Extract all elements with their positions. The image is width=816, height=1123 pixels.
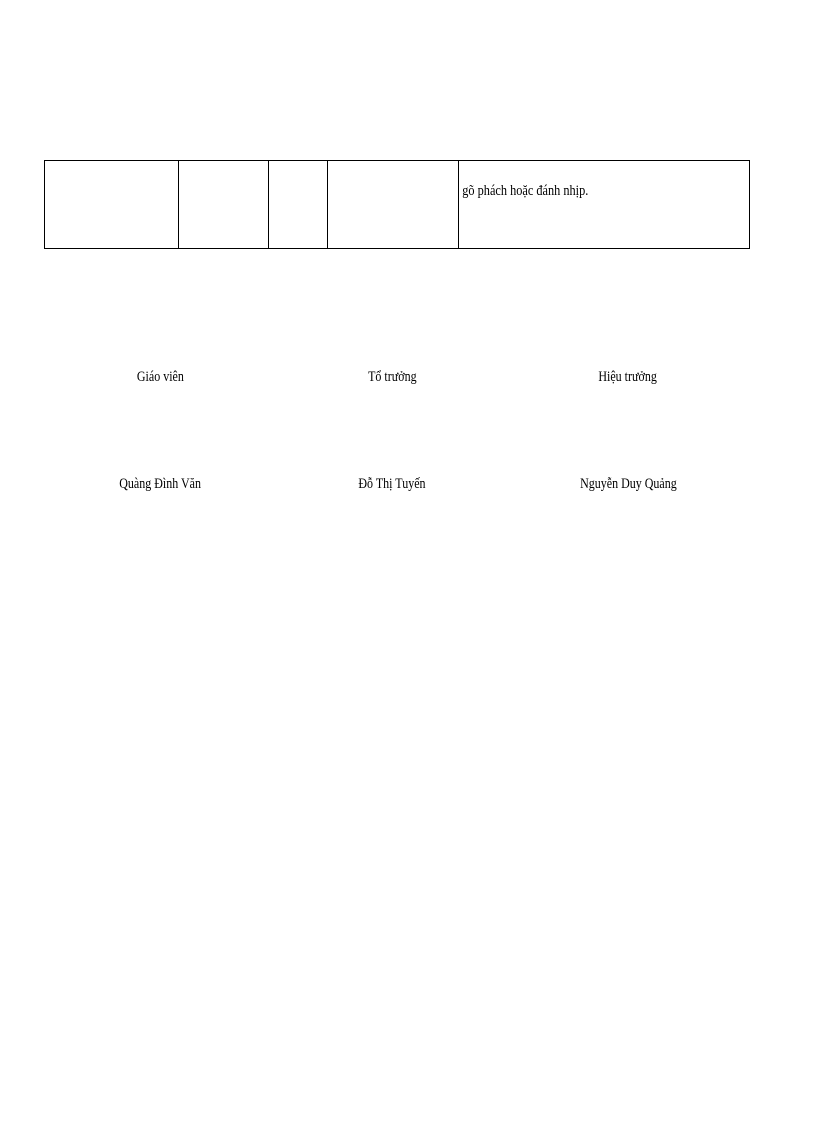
table-row (45, 161, 750, 249)
table-cell (328, 161, 459, 249)
signature-name-teacher: Quàng Đình Văn (119, 476, 201, 492)
signature-titles (0, 369, 816, 393)
table-cell (45, 161, 179, 249)
signature-name-team-leader: Đỗ Thị Tuyến (358, 476, 426, 492)
table-cell (179, 161, 269, 249)
table-cell (269, 161, 328, 249)
signature-names (0, 476, 816, 500)
lesson-table (44, 160, 750, 249)
signature-title-teacher: Giáo viên (136, 369, 184, 385)
signature-title-team-leader: Tổ trưởng (367, 369, 417, 385)
activity-text: gõ phách hoặc đánh nhịp. (462, 183, 589, 199)
signature-title-principal: Hiệu trưởng (598, 369, 658, 385)
signature-name-principal: Nguyễn Duy Quảng (579, 476, 677, 492)
table-cell (459, 161, 750, 249)
